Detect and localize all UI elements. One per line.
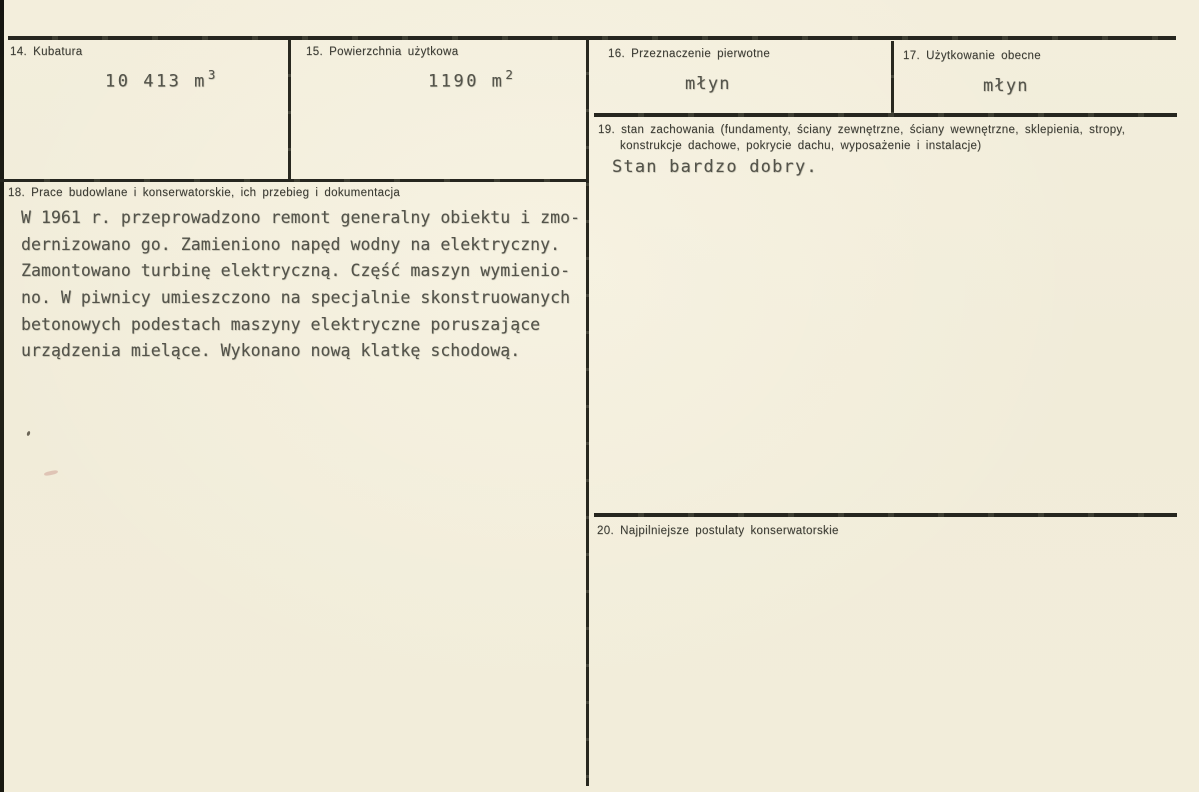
field-14-value — [105, 68, 214, 92]
field-18-text-line: Zamontowano turbinę elektryczną. Część maszyn wymienio- — [21, 261, 571, 281]
field-14-label: 14. Kubatura — [10, 46, 83, 58]
border-below-field14-15 — [0, 179, 588, 182]
field-15-value-text: 1190 m — [428, 71, 505, 92]
field-15-label: 15. Powierzchnia użytkowa — [306, 46, 459, 58]
field-18-text-line: W 1961 r. przeprowadzono remont generalny obiektu i zmo- — [21, 208, 581, 227]
field-20-label: 20. Najpilniejsze postulaty konserwatorskie — [597, 525, 839, 537]
border-above-field20 — [594, 513, 1177, 517]
field-19-label-line1: 19. stan zachowania (fundamenty, ściany zewnętrzne, ściany wewnętrzne, sklepienia, stropy, — [598, 124, 1126, 136]
field-18-text-line: dernizowano go. Zamieniono napęd wodny na elektryczny. — [21, 234, 561, 254]
field-17-value: młyn — [983, 76, 1029, 96]
field-18-text-line: betonowych podestach maszyny elektryczne poruszające — [21, 314, 541, 334]
field-18-text-line: no. W piwnicy umieszczono na specjalnie skonstruowanych — [21, 288, 571, 308]
field-18-label: 18. Prace budowlane i konserwatorskie, ich przebieg i dokumentacja — [8, 187, 401, 199]
field-19-value: Stan bardzo dobry. — [612, 157, 818, 177]
field-14-value-exponent: 3 — [207, 67, 216, 82]
field-14-value-text: 10 413 m — [105, 71, 207, 92]
border-below-field16-17 — [594, 113, 1177, 117]
field-15-value — [428, 68, 512, 92]
field-18-text-block — [21, 205, 580, 365]
field-16-value: młyn — [685, 74, 731, 94]
field-15-value-exponent: 2 — [505, 67, 513, 82]
divider-field14-field15 — [288, 40, 291, 180]
scan-speckle — [44, 470, 59, 477]
form-top-border — [8, 36, 1176, 40]
scan-speckle — [26, 431, 31, 437]
field-16-label: 16. Przeznaczenie pierwotne — [608, 48, 771, 60]
field-17-label: 17. Użytkowanie obecne — [903, 50, 1041, 62]
field-19-label-line2: konstrukcje dachowe, pokrycie dachu, wyposażenie i instalacje) — [620, 140, 982, 152]
field-18-text-line: urządzenia mielące. Wykonano nową klatkę schodową. — [21, 341, 521, 361]
divider-field16-field17 — [891, 41, 894, 116]
center-column-divider — [586, 38, 589, 786]
scan-edge-artifact — [0, 0, 4, 792]
